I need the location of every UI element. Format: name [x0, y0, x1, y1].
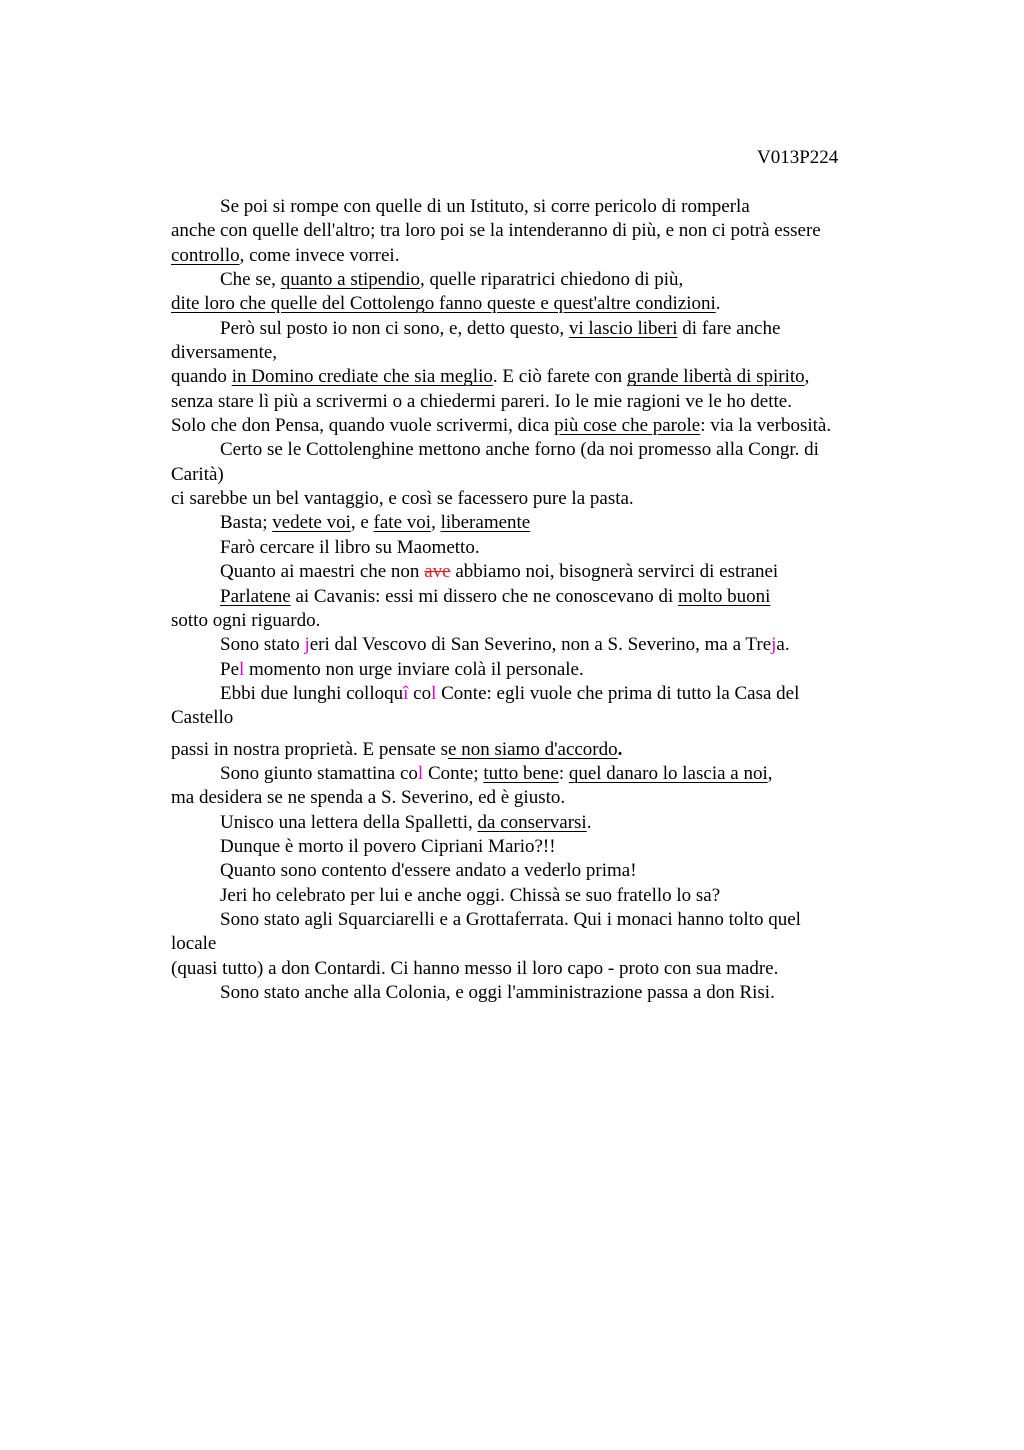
underlined-text: più cose che parole	[554, 415, 701, 437]
text-line	[171, 560, 911, 584]
text: a.	[776, 634, 790, 656]
text: , e	[350, 512, 374, 534]
letter-body	[171, 195, 911, 1005]
text: ,	[767, 762, 773, 784]
text: quando	[171, 366, 232, 388]
text: Quanto sono contento d'essere andato a vederlo prima!	[220, 860, 637, 882]
text: anche con quelle dell'altro; tra loro poi se la intenderanno di più, e non ci potrà essere	[171, 220, 821, 242]
text-line	[171, 438, 911, 462]
text-line	[171, 884, 911, 908]
underlined-text: dite loro che quelle del Cottolengo fanno queste e quest'altre condizioni	[171, 293, 716, 315]
text: Solo che don Pensa, quando vuole scrivermi, dica	[171, 415, 555, 437]
marked-letter: j	[304, 634, 310, 656]
text: passi in nostra proprietà. E pensate s	[171, 738, 449, 760]
text-line	[171, 981, 911, 1005]
text-line	[171, 317, 911, 341]
text: .	[715, 293, 721, 315]
text-line	[171, 341, 911, 365]
text-line	[171, 682, 911, 706]
text: ci sarebbe un bel vantaggio, e così se facessero pure la pasta.	[171, 488, 634, 510]
text: Unisco una lettera della Spalletti,	[220, 811, 478, 833]
underlined-text: da conservarsi	[477, 811, 587, 833]
marked-letter: l	[417, 762, 424, 784]
deleted-text: ave	[424, 561, 451, 583]
text-line	[171, 292, 911, 316]
text: co	[408, 682, 432, 704]
text: Jeri ho celebrato per lui e anche oggi. Chissà se suo fratello lo sa?	[220, 884, 721, 906]
text: , quelle riparatrici chiedono di più,	[420, 269, 684, 291]
text: Quanto ai maestri che non	[220, 561, 425, 583]
text-line	[171, 511, 911, 535]
text-line	[171, 463, 911, 487]
text: Però sul posto io non ci sono, e, detto questo,	[220, 317, 569, 339]
text: ai Cavanis: essi mi dissero che ne conoscevano di	[290, 585, 678, 607]
text-line	[171, 738, 911, 762]
text: eri dal Vescovo di San Severino, non a S. Severino, ma a Tre	[309, 634, 772, 656]
text: Se poi si rompe con quelle di un Istituto, si corre pericolo di romperla	[220, 196, 750, 217]
underlined-text: Parlatene	[220, 585, 291, 607]
text: senza stare lì più a scrivermi o a chiedermi pareri. Io le mie ragioni ve le ho dette.	[171, 390, 792, 412]
text: Carità)	[171, 463, 224, 485]
text-line	[171, 268, 911, 292]
text: abbiamo noi, bisognerà servirci di estranei	[450, 561, 779, 583]
text: .	[617, 738, 623, 760]
text-line	[171, 706, 911, 730]
text: : via la verbosità.	[700, 415, 832, 437]
marked-letter: j	[771, 634, 777, 656]
text: . E ciò farete con	[492, 366, 627, 388]
underlined-text: vedete voi	[272, 512, 351, 534]
text: ma desidera se ne spenda a S. Severino, ed è giusto.	[171, 787, 566, 809]
text: :	[558, 762, 569, 784]
text: ,	[804, 366, 810, 388]
text-line	[171, 658, 911, 682]
text: diversamente,	[171, 342, 278, 364]
text-line	[171, 219, 911, 243]
text-line	[171, 835, 911, 859]
text-line	[171, 908, 911, 932]
underlined-text: tutto bene	[483, 762, 559, 784]
text-line	[171, 244, 911, 268]
text: Farò cercare il libro su Maometto.	[220, 536, 480, 558]
text: (quasi tutto) a don Contardi. Ci hanno messo il loro capo - proto con sua madre.	[171, 957, 779, 979]
underlined-text: quanto a stipendio	[280, 269, 420, 291]
underlined-text: molto buoni	[677, 585, 771, 607]
text: Sono stato	[220, 634, 305, 656]
text-line	[171, 811, 911, 835]
text: sotto ogni riguardo.	[171, 609, 321, 631]
text-line	[171, 585, 911, 609]
text-line	[171, 487, 911, 511]
text-line	[171, 195, 911, 219]
marked-letter: l	[239, 658, 245, 680]
text: Pe	[220, 658, 239, 680]
text-line	[171, 786, 911, 810]
underlined-text: quel danaro lo lascia a noi	[568, 762, 768, 784]
text-line	[171, 932, 911, 956]
text: Certo se le Cottolenghine mettono anche forno (da noi promesso alla Congr. di	[220, 439, 819, 461]
text: Conte;	[423, 762, 484, 784]
underlined-text: controllo	[171, 244, 240, 266]
text: locale	[171, 933, 217, 955]
underlined-text: fate voi	[373, 512, 432, 534]
text: Conte: egli vuole che prima di tutto la Casa del	[436, 682, 800, 704]
text-line	[171, 390, 911, 414]
underlined-text: liberamente	[440, 512, 531, 534]
underlined-text: grande libertà di spirito	[626, 366, 805, 388]
text-line	[171, 609, 911, 633]
text-line	[171, 859, 911, 883]
text-line	[171, 957, 911, 981]
text: Castello	[171, 707, 234, 729]
text: di fare anche	[677, 317, 781, 339]
text: Dunque è morto il povero Cipriani Mario?!!	[220, 835, 556, 857]
text: ,	[431, 512, 441, 534]
underlined-text: e non siamo d'accordo	[448, 738, 618, 760]
text: Sono stato anche alla Colonia, e oggi l'amministrazione passa a don Risi.	[220, 982, 775, 1003]
marked-letter: l	[431, 682, 437, 704]
underlined-text: in Domino crediate che sia meglio	[231, 366, 493, 388]
text: Sono giunto stamattina co	[220, 762, 418, 784]
text: Basta;	[220, 512, 273, 534]
text: , come invece vorrei.	[239, 244, 400, 266]
marked-letter: î	[403, 682, 409, 704]
page-id: V013P224	[757, 147, 839, 168]
underlined-text: vi lascio liberi	[568, 317, 678, 339]
text-line	[171, 536, 911, 560]
text-line	[171, 633, 911, 657]
text: Che se,	[220, 269, 281, 291]
text: Sono stato agli Squarciarelli e a Grottaferrata. Qui i monaci hanno tolto quel	[220, 908, 801, 930]
text-line	[171, 365, 911, 389]
text: Ebbi due lunghi colloqu	[220, 682, 404, 704]
text: momento non urge inviare colà il personale.	[244, 658, 584, 680]
text-line	[171, 414, 911, 438]
text: .	[586, 811, 592, 833]
text-line	[171, 762, 911, 786]
